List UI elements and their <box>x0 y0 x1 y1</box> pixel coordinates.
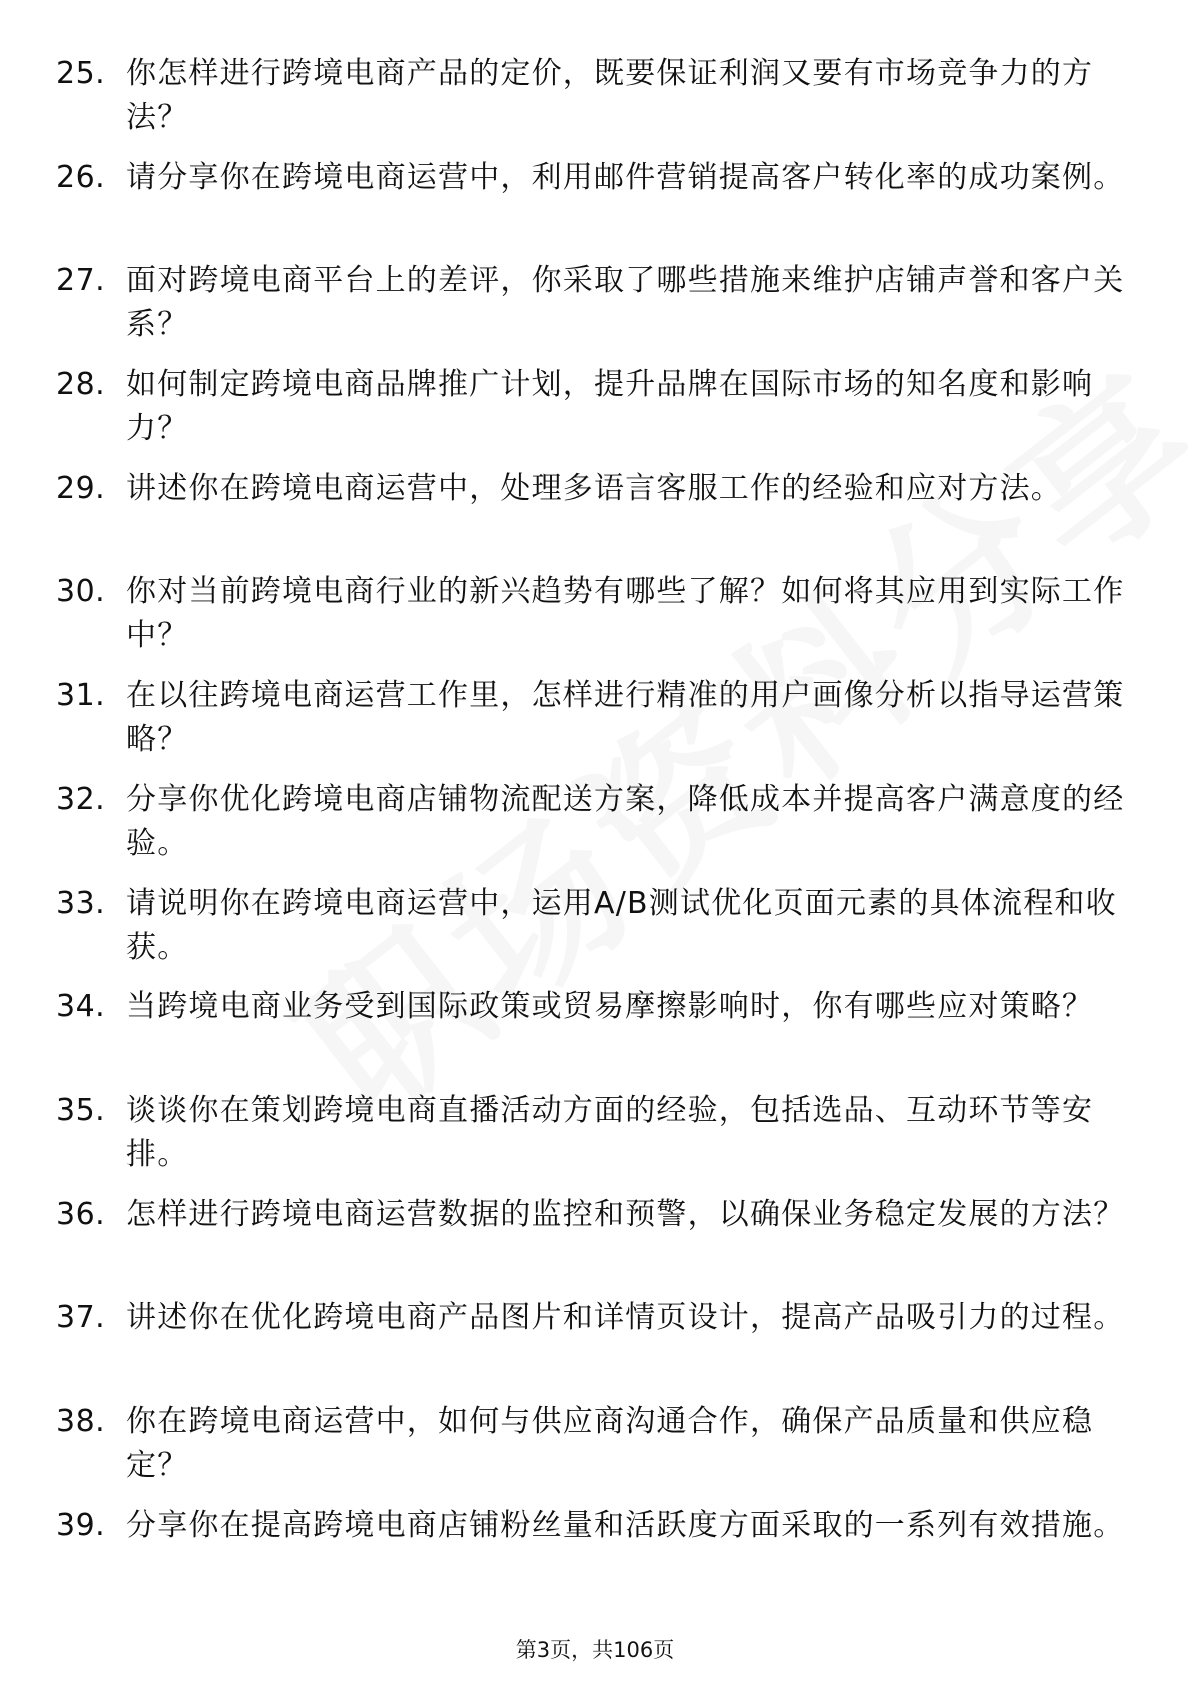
question-text: 你在跨境电商运营中，如何与供应商沟通合作，确保产品质量和供应稳定？ <box>126 1403 1094 1483</box>
question-number: 27. <box>56 263 106 299</box>
question-text: 如何制定跨境电商品牌推广计划，提升品牌在国际市场的知名度和影响力？ <box>126 367 1094 447</box>
question-text: 讲述你在优化跨境电商产品图片和详情页设计，提高产品吸引力的过程。 <box>126 1300 1125 1336</box>
question-text: 请说明你在跨境电商运营中，运用A/B测试优化页面元素的具体流程和收获。 <box>126 885 1117 965</box>
question-item <box>56 985 1136 1089</box>
question-item <box>56 1193 1136 1297</box>
question-item <box>56 1504 1136 1608</box>
question-text: 分享你优化跨境电商店铺物流配送方案，降低成本并提高客户满意度的经验。 <box>126 781 1125 861</box>
question-item <box>56 363 1136 467</box>
question-item <box>56 52 1136 156</box>
question-number: 25. <box>56 56 106 91</box>
question-number: 38. <box>56 1403 106 1439</box>
question-number: 29. <box>56 470 106 506</box>
question-number: 34. <box>56 989 106 1025</box>
question-list <box>56 52 1136 1607</box>
question-number: 39. <box>56 1507 106 1543</box>
question-text: 你对当前跨境电商行业的新兴趋势有哪些了解？如何将其应用到实际工作中？ <box>126 574 1125 654</box>
question-item <box>56 1296 1136 1400</box>
question-number: 28. <box>56 367 106 403</box>
question-item <box>56 1400 1136 1504</box>
question-item <box>56 1089 1136 1193</box>
question-text: 怎样进行跨境电商运营数据的监控和预警，以确保业务稳定发展的方法？ <box>126 1196 1125 1232</box>
question-item <box>56 882 1136 986</box>
question-item <box>56 467 1136 571</box>
question-number: 26. <box>56 159 106 195</box>
question-item <box>56 259 1136 363</box>
question-text: 讲述你在跨境电商运营中，处理多语言客服工作的经验和应对方法。 <box>126 470 1062 506</box>
question-item <box>56 570 1136 674</box>
question-text: 在以往跨境电商运营工作里，怎样进行精准的用户画像分析以指导运营策略？ <box>126 678 1125 758</box>
question-item <box>56 156 1136 260</box>
question-text: 面对跨境电商平台上的差评，你采取了哪些措施来维护店铺声誉和客户关系？ <box>126 263 1125 343</box>
question-number: 32. <box>56 781 106 817</box>
question-item <box>56 778 1136 882</box>
question-number: 33. <box>56 885 106 921</box>
question-text: 谈谈你在策划跨境电商直播活动方面的经验，包括选品、互动环节等安排。 <box>126 1092 1094 1172</box>
question-text: 请分享你在跨境电商运营中，利用邮件营销提高客户转化率的成功案例。 <box>126 159 1125 195</box>
question-text: 你怎样进行跨境电商产品的定价，既要保证利润又要有市场竞争力的方法？ <box>126 56 1094 135</box>
question-number: 37. <box>56 1300 106 1336</box>
question-number: 36. <box>56 1196 106 1232</box>
question-item <box>56 674 1136 778</box>
page-footer: 第3页，共106页 <box>515 1638 675 1662</box>
question-number: 31. <box>56 678 106 714</box>
question-number: 30. <box>56 574 106 610</box>
question-number: 35. <box>56 1092 106 1128</box>
question-text: 当跨境电商业务受到国际政策或贸易摩擦影响时，你有哪些应对策略？ <box>126 989 1094 1025</box>
question-text: 分享你在提高跨境电商店铺粉丝量和活跃度方面采取的一系列有效措施。 <box>126 1507 1125 1543</box>
